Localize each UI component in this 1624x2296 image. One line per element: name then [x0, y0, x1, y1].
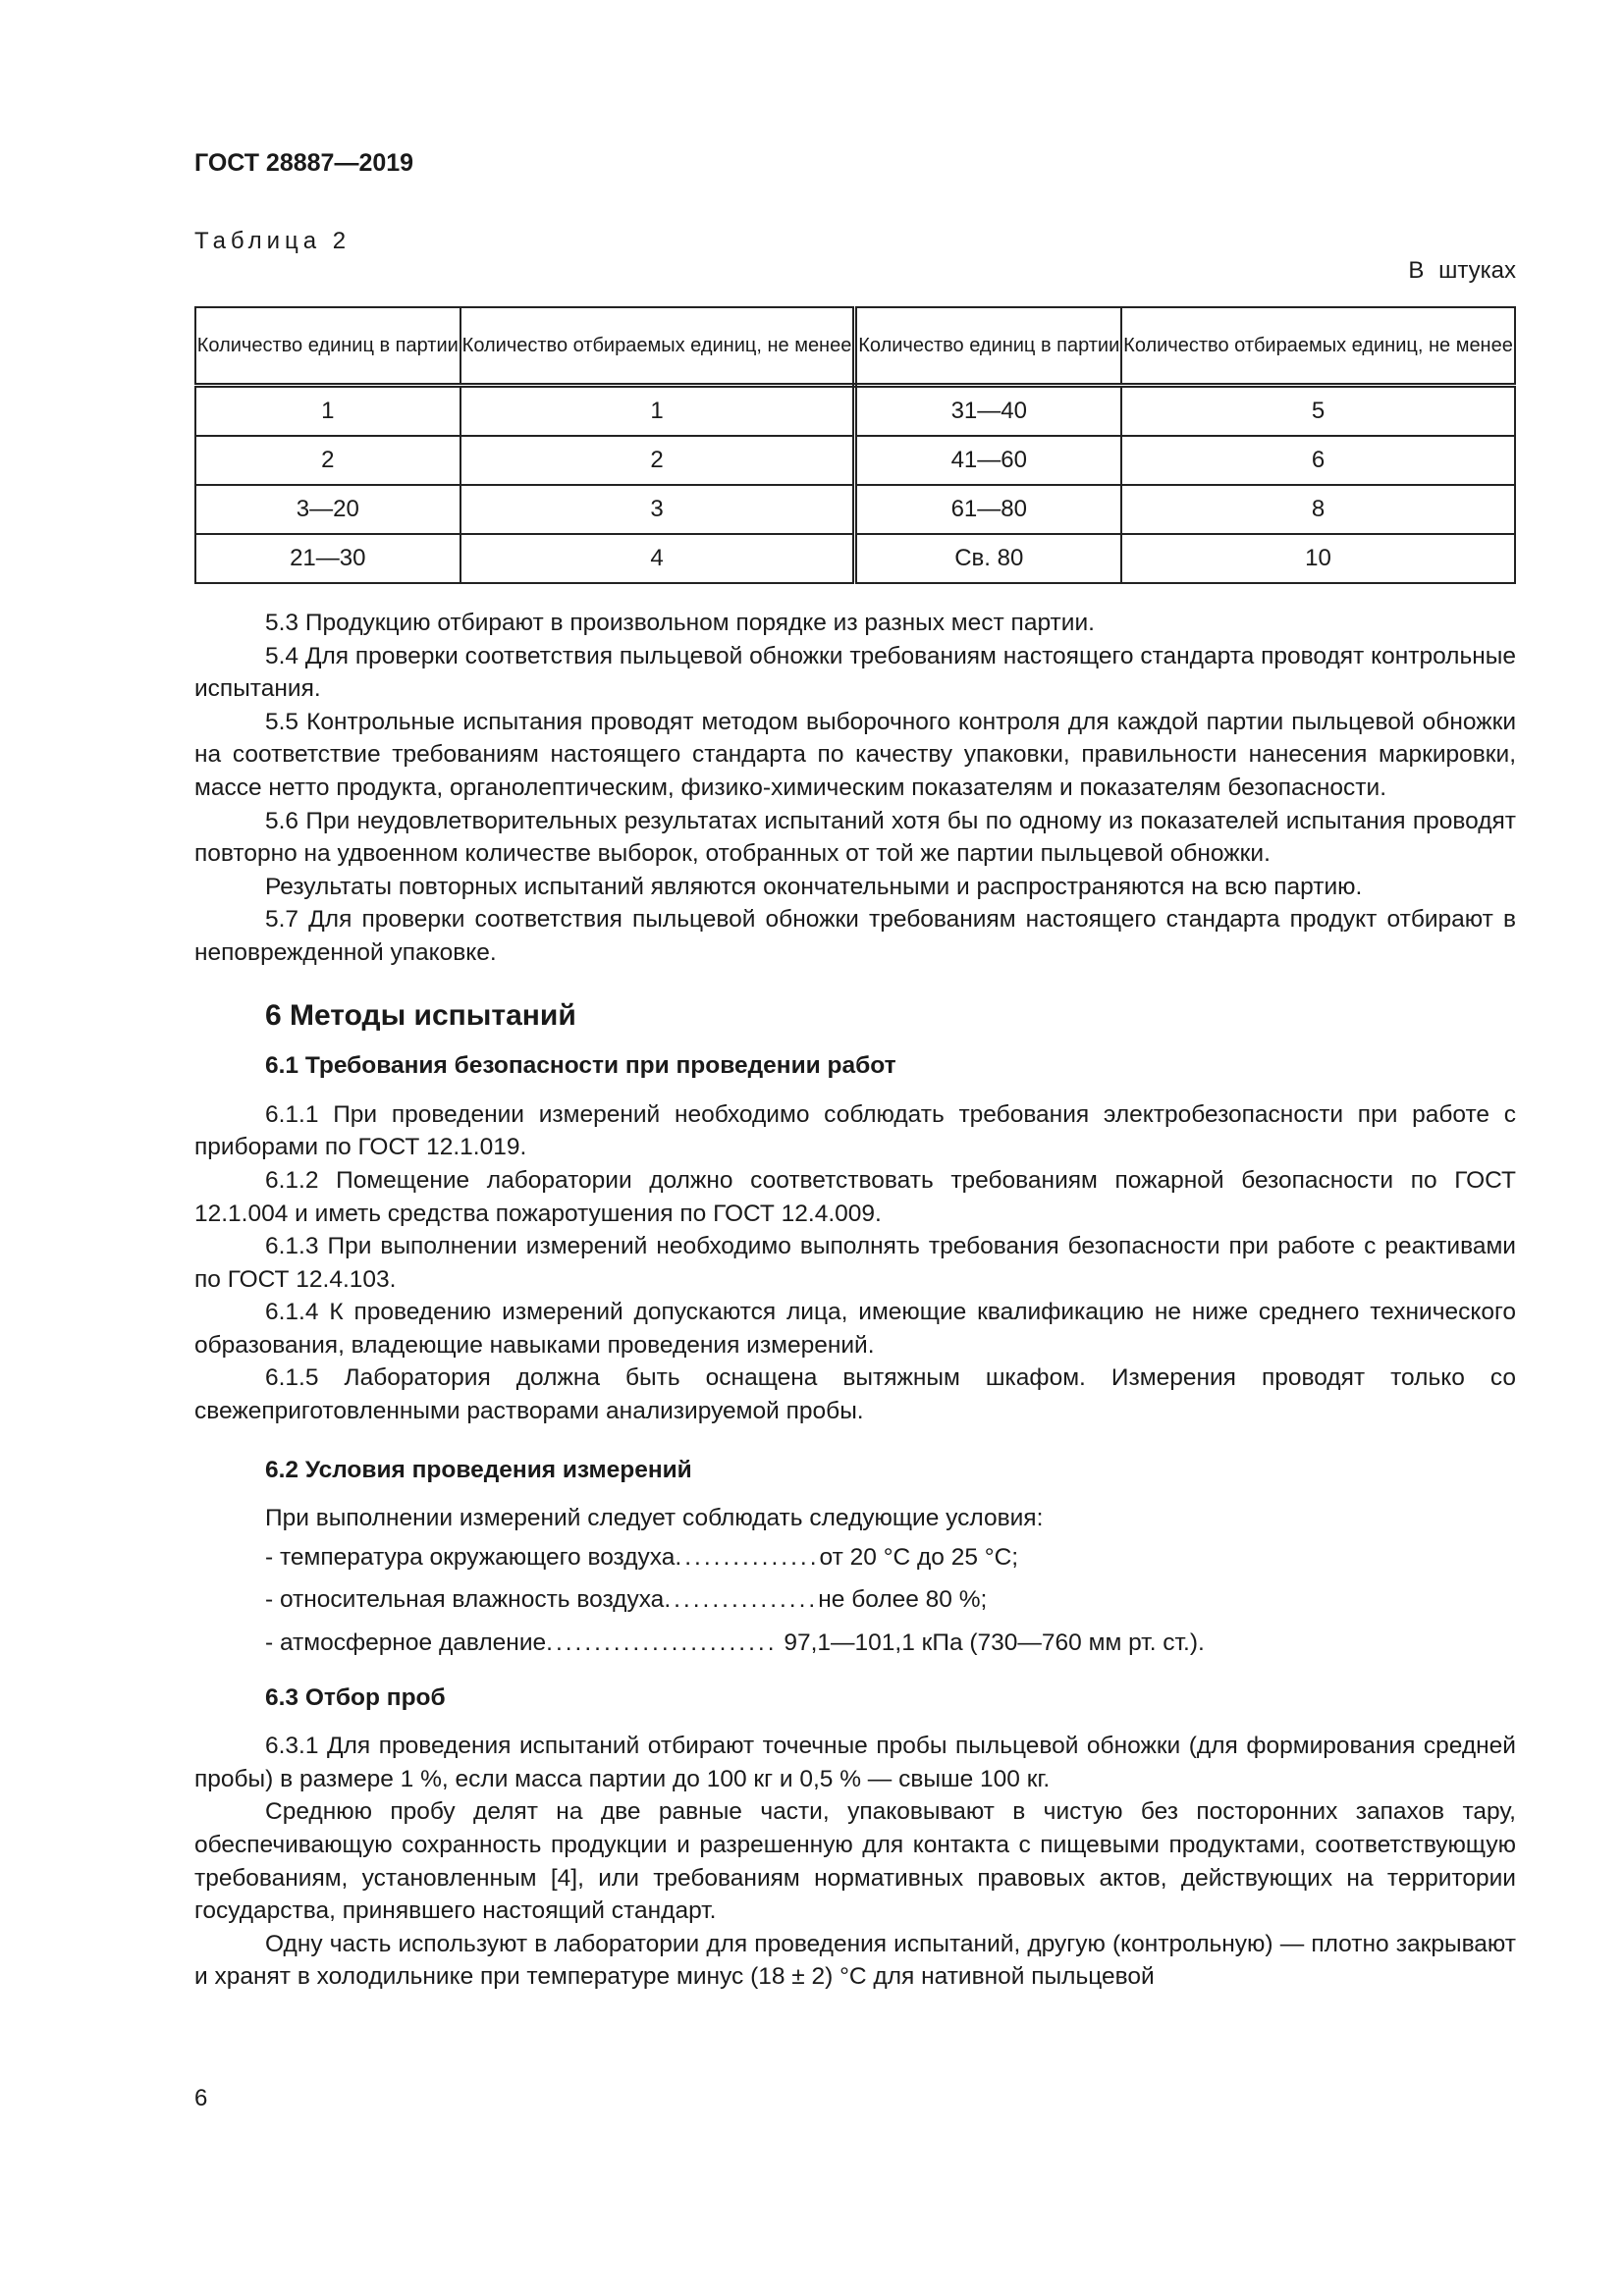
dot-leader: ................ — [664, 1586, 819, 1614]
column-header: Количество отбираемых единиц, не менее — [1121, 307, 1515, 386]
table-cell: 1 — [195, 386, 460, 437]
conditions-list — [265, 1541, 1516, 1660]
column-header: Количество единиц в партии — [195, 307, 460, 386]
condition-label: - атмосферное давление — [265, 1629, 547, 1657]
paragraph: 5.6 При неудовлетворительных результатах испытаний хотя бы по одному из показателей испытания проводят повторно на удвоенном количестве выборок, отобранных от той же партии пыльцевой обножки. — [194, 807, 1516, 868]
table-cell: 8 — [1121, 485, 1515, 534]
paragraph: 6.1.3 При выполнении измерений необходимо выполнять требования безопасности при работе с реактивами по ГОСТ 12.4.103. — [194, 1233, 1516, 1293]
table-header-row — [195, 307, 1515, 386]
column-header: Количество отбираемых единиц, не менее — [460, 307, 855, 386]
subsection-heading: 6.2 Условия проведения измерений — [265, 1456, 692, 1483]
section-heading: 6 Методы испытаний — [265, 998, 576, 1032]
paragraph: 6.1.4 К проведению измерений допускаются лица, имеющие квалификацию не ниже среднего технического образования, владеющие навыками проведения измерений. — [194, 1299, 1516, 1359]
condition-label: - относительная влажность воздуха — [265, 1586, 665, 1614]
table-cell: 61—80 — [855, 485, 1121, 534]
dot-leader: ........................ — [546, 1629, 778, 1657]
paragraph: Среднюю пробу делят на две равные части, упаковывают в чистую без посторонних запахов тару, обеспечивающую сохранность продукции и разрешенную для контакта с пищевыми продуктами, соответствующую требованиям, установленным [4], или требованиям нормативных правовых актов, действующих на территории государства, принявшего настоящий стандарт. — [194, 1798, 1516, 1925]
table-row — [195, 534, 1515, 583]
paragraph: 5.5 Контрольные испытания проводят методом выборочного контроля для каждой партии пыльцевой обножки на соответствие требованиям настоящего стандарта по качеству упаковки, правильности нанесения маркировки, массе нетто продукта, органолептическим, физико-химическим показателям и показателям безопасности. — [194, 708, 1516, 801]
table-cell: 3 — [460, 485, 855, 534]
subsection-heading: 6.3 Отбор проб — [265, 1683, 446, 1711]
sampling-table — [194, 306, 1516, 584]
paragraph: 5.7 Для проверки соответствия пыльцевой обножки требованиям настоящего стандарта продукт отбирают в неповрежденной упаковке. — [194, 906, 1516, 966]
paragraph: 6.1.2 Помещение лаборатории должно соответствовать требованиям пожарной безопасности по ГОСТ 12.1.004 и иметь средства пожаротушения по ГОСТ 12.4.009. — [194, 1166, 1516, 1227]
paragraph: 5.3 Продукцию отбирают в произвольном порядке из разных мест партии. — [265, 610, 1095, 636]
paragraph: Одну часть используют в лаборатории для проведения испытаний, другую (контрольную) — плотно закрывают и хранят в холодильнике при температуре минус (18 ± 2) °С для нативной пыльцевой — [194, 1930, 1516, 1991]
table-cell: 1 — [460, 386, 855, 437]
table-cell: 31—40 — [855, 386, 1121, 437]
table-cell: 21—30 — [195, 534, 460, 583]
table-cell: 10 — [1121, 534, 1515, 583]
condition-value: не более 80 %; — [818, 1586, 988, 1614]
table-cell: 2 — [460, 436, 855, 485]
table-cell: Св. 80 — [855, 534, 1121, 583]
table-cell: 6 — [1121, 436, 1515, 485]
table-cell: 41—60 — [855, 436, 1121, 485]
table-cell: 4 — [460, 534, 855, 583]
condition-value: от 20 °С до 25 °С; — [819, 1543, 1019, 1571]
document-body — [194, 607, 1516, 1994]
paragraph: 6.3.1 Для проведения испытаний отбирают точечные пробы пыльцевой обножки (для формирования средней пробы) в размере 1 %, если масса партии до 100 кг и 0,5 % — свыше 100 кг. — [194, 1733, 1516, 1792]
condition-item — [265, 1583, 1516, 1617]
table-row — [195, 386, 1515, 437]
paragraph: 6.1.1 При проведении измерений необходимо соблюдать требования электробезопасности при работе с приборами по ГОСТ 12.1.019. — [194, 1100, 1516, 1161]
document-header: ГОСТ 28887—2019 — [194, 149, 414, 177]
condition-value: 97,1—101,1 кПа (730—760 мм рт. ст.). — [777, 1629, 1205, 1657]
column-header: Количество единиц в партии — [855, 307, 1121, 386]
table-row — [195, 485, 1515, 534]
subsection-heading: 6.1 Требования безопасности при проведении работ — [265, 1052, 896, 1080]
table-caption: Таблица 2 — [194, 228, 352, 254]
dot-leader: ............... — [675, 1543, 820, 1571]
condition-item — [265, 1627, 1516, 1660]
paragraph: При выполнении измерений следует соблюдать следующие условия: — [265, 1505, 1044, 1532]
table-units: В штуках — [1408, 257, 1516, 284]
paragraph: Результаты повторных испытаний являются окончательными и распространяются на всю партию. — [265, 873, 1363, 900]
paragraph: 6.1.5 Лаборатория должна быть оснащена вытяжным шкафом. Измерения проводят только со свежеприготовленными растворами анализируемой пробы. — [194, 1364, 1516, 1425]
table-cell: 3—20 — [195, 485, 460, 534]
page-number: 6 — [194, 2085, 208, 2111]
condition-label: - температура окружающего воздуха — [265, 1543, 676, 1571]
condition-item — [265, 1541, 1516, 1575]
table-row — [195, 436, 1515, 485]
table-cell: 2 — [195, 436, 460, 485]
paragraph: 5.4 Для проверки соответствия пыльцевой обножки требованиям настоящего стандарта проводят контрольные испытания. — [194, 642, 1516, 703]
table-cell: 5 — [1121, 386, 1515, 437]
